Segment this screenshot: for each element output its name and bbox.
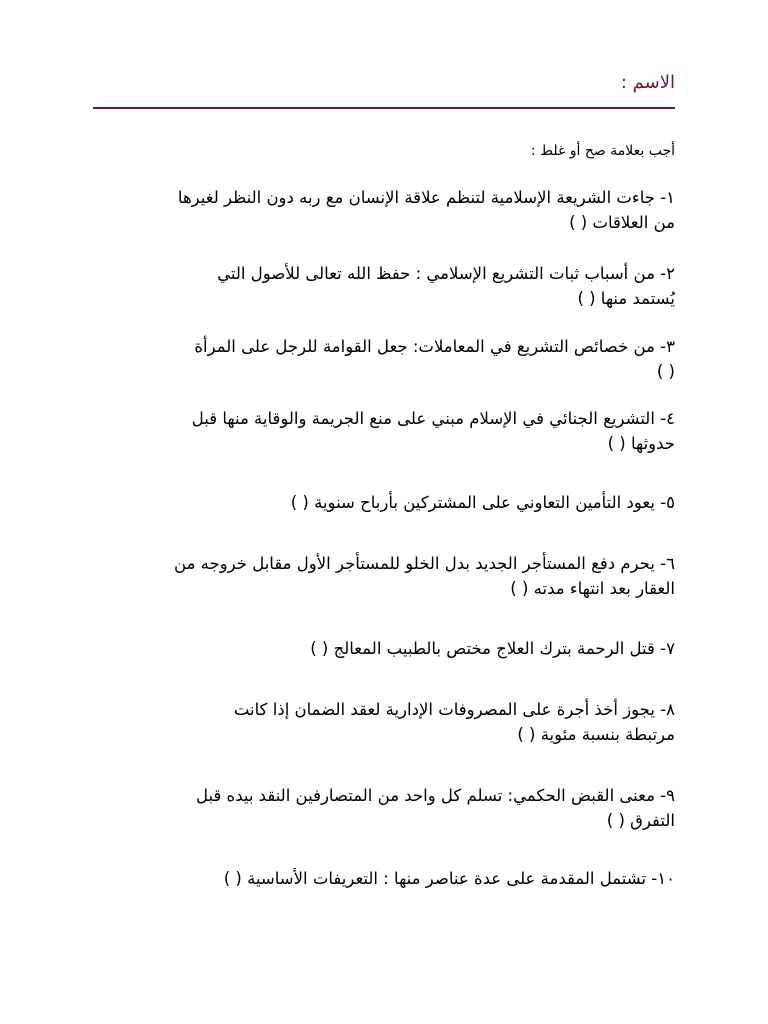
question-item [93,261,675,311]
question-item [93,866,675,891]
question-text-line-2: حدوثها ( ) [607,434,675,453]
question-item [93,185,675,235]
question-text-line-1: ٨- يجوز أخذ أجرة على المصروفات الإدارية لعقد الضمان إذا كانت [233,700,675,719]
question-text-line-2: مرتبطة بنسبة مئوية ( ) [517,725,675,744]
question-item [93,697,675,747]
question-text-line-1: ٥- يعود التأمين التعاوني على المشتركين بأرباح سنوية ( ) [290,493,675,512]
question-item [93,406,675,456]
question-item [93,636,675,661]
question-item [93,783,675,833]
question-text-line-1: ٧- قتل الرحمة بترك العلاج مختص بالطبيب المعالج ( ) [310,639,675,658]
question-text-line-1: ٦- يحرم دفع المستأجر الجديد بدل الخلو للمستأجر الأول مقابل خروجه من [174,554,675,573]
instructions-text: أجب بعلامة صح أو غلط : [530,143,675,159]
question-text-line-1: ١- جاءت الشريعة الإسلامية لتنظم علاقة الإنسان مع ربه دون النظر لغيرها [177,188,675,207]
question-item [93,551,675,601]
question-text-line-1: ٩- معنى القبض الحكمي: تسلم كل واحد من المتصارفين النقد بيده قبل [195,786,675,805]
question-item [93,490,675,515]
question-text-line-2: العقار بعد انتهاء مدته ( ) [510,579,675,598]
question-text-line-1: ٣- من خصائص التشريع في المعاملات: جعل القوامة للرجل على المرأة [194,337,675,356]
question-text-line-1: ١٠- تشتمل المقدمة على عدة عناصر منها : التعريفات الأساسية ( ) [223,869,675,888]
question-text-line-2: يُستمد منها ( ) [577,289,675,308]
question-text-line-2: من العلاقات ( ) [569,213,675,232]
question-text-line-2: ( ) [656,362,675,381]
question-text-line-1: ٤- التشريع الجنائي في الإسلام مبني على منع الجريمة والوقاية منها قبل [191,409,675,428]
question-item [93,334,675,384]
question-text-line-2: التفرق ( ) [606,811,675,830]
header-divider [93,107,675,109]
question-text-line-1: ٢- من أسباب ثبات التشريع الإسلامي : حفظ الله تعالى للأصول التي [217,264,675,283]
name-label: الاسم : [620,72,675,93]
